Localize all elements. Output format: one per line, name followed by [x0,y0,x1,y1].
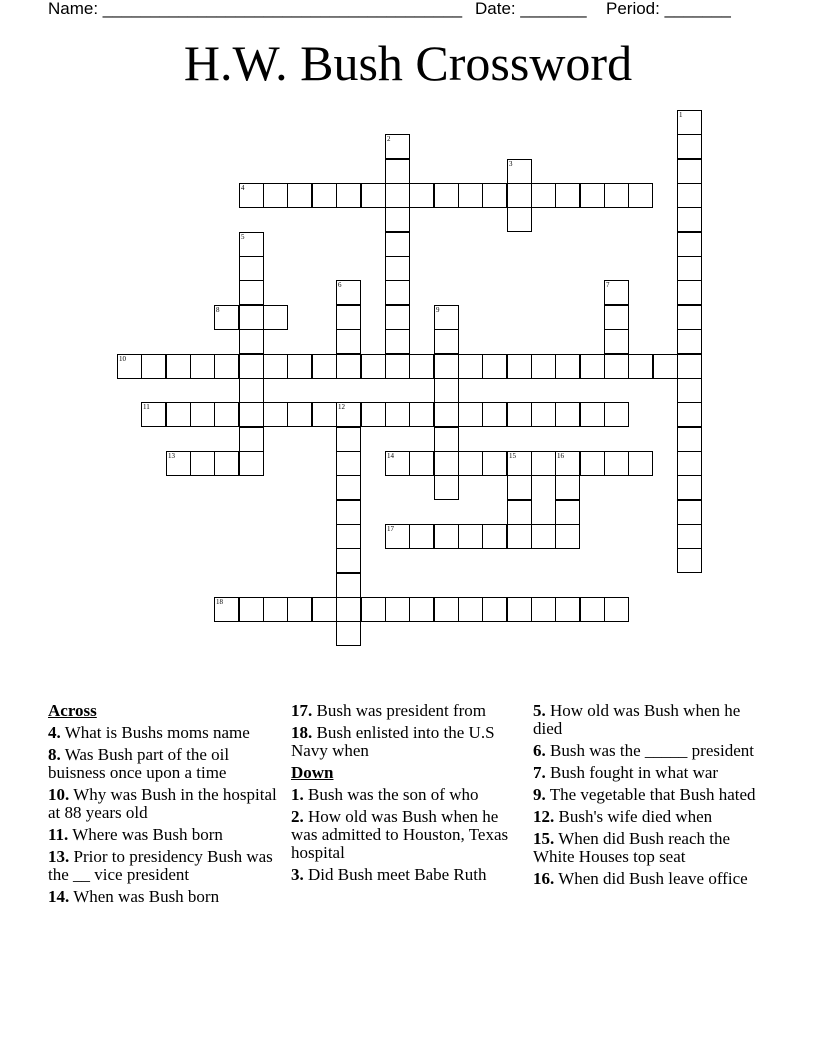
grid-cell[interactable] [555,354,580,379]
grid-cell[interactable] [677,548,702,573]
date-field[interactable]: Date: _______ [475,0,587,18]
clue-down-12: 12. Bush's wife died when [533,807,713,826]
clue-number: 13 [168,452,175,460]
grid-cell[interactable] [434,597,459,622]
clue-number: 9 [436,306,440,314]
grid-cell[interactable] [677,451,702,476]
grid-cell[interactable] [336,500,361,525]
grid-cell[interactable] [434,354,459,379]
grid-cell[interactable] [336,402,361,427]
grid-cell[interactable] [507,475,532,500]
grid-cell[interactable] [604,183,629,208]
grid-cell[interactable] [239,402,264,427]
grid-cell[interactable] [239,354,264,379]
grid-cell[interactable] [434,475,459,500]
clue-number: 12 [338,403,345,411]
clue-number: 15 [509,452,516,460]
grid-cell[interactable] [190,354,215,379]
clue-across-11: 11. Where was Bush born [48,825,223,844]
clue-number: 4 [241,184,245,192]
grid-cell[interactable] [385,232,410,257]
grid-cell[interactable] [214,451,239,476]
grid-cell[interactable] [239,280,264,305]
grid-cell[interactable] [287,183,312,208]
clue-number: 18 [216,598,223,606]
grid-cell[interactable] [263,354,288,379]
grid-cell[interactable] [507,354,532,379]
grid-cell[interactable] [555,597,580,622]
grid-cell[interactable] [531,524,556,549]
grid-cell[interactable] [336,305,361,330]
grid-cell[interactable] [507,159,532,184]
grid-cell[interactable] [385,134,410,159]
grid-cell[interactable] [677,159,702,184]
grid-cell[interactable] [458,183,483,208]
grid-cell[interactable] [604,402,629,427]
clue-down-5: 5. How old was Bush when he died [533,701,741,738]
clue-down-2: 2. How old was Bush when he was admitted to Houston, Texas hospital [291,807,509,862]
grid-cell[interactable] [555,475,580,500]
grid-cell[interactable] [312,597,337,622]
clue-across-4: 4. What is Bushs moms name [48,723,250,742]
grid-cell[interactable] [458,451,483,476]
grid-cell[interactable] [677,427,702,452]
grid-cell[interactable] [385,354,410,379]
grid-cell[interactable] [336,354,361,379]
clue-number: 2 [387,135,391,143]
clue-number: 14 [387,452,394,460]
grid-cell[interactable] [482,183,507,208]
grid-cell[interactable] [385,597,410,622]
clue-number: 17 [387,525,394,533]
grid-cell[interactable] [166,451,191,476]
grid-cell[interactable] [628,354,653,379]
grid-cell[interactable] [287,597,312,622]
grid-cell[interactable] [141,402,166,427]
grid-cell[interactable] [482,354,507,379]
grid-cell[interactable] [385,451,410,476]
grid-cell[interactable] [434,524,459,549]
grid-cell[interactable] [385,207,410,232]
grid-cell[interactable] [507,597,532,622]
grid-cell[interactable] [507,451,532,476]
grid-cell[interactable] [458,402,483,427]
grid-cell[interactable] [385,280,410,305]
grid-cell[interactable] [482,524,507,549]
grid-cell[interactable] [604,597,629,622]
grid-cell[interactable] [434,378,459,403]
grid-cell[interactable] [604,280,629,305]
grid-cell[interactable] [628,451,653,476]
grid-cell[interactable] [312,183,337,208]
down-heading: Down [291,763,334,782]
clues-column-3 [533,702,768,892]
grid-cell[interactable] [482,402,507,427]
grid-cell[interactable] [434,329,459,354]
grid-cell[interactable] [385,524,410,549]
clue-down-6: 6. Bush was the _____ president [533,741,754,760]
grid-cell[interactable] [677,207,702,232]
clue-number: 3 [509,160,513,168]
grid-cell[interactable] [336,548,361,573]
clue-down-9: 9. The vegetable that Bush hated [533,785,756,804]
grid-cell[interactable] [263,183,288,208]
grid-cell[interactable] [239,378,264,403]
grid-cell[interactable] [336,427,361,452]
grid-cell[interactable] [239,427,264,452]
grid-cell[interactable] [434,402,459,427]
grid-cell[interactable] [361,402,386,427]
grid-cell[interactable] [555,451,580,476]
grid-cell[interactable] [604,451,629,476]
grid-cell[interactable] [239,232,264,257]
clues-column-1 [48,702,283,910]
grid-cell[interactable] [287,402,312,427]
clue-across-17: 17. Bush was president from [291,701,487,720]
grid-cell[interactable] [580,183,605,208]
grid-cell[interactable] [336,329,361,354]
grid-cell[interactable] [385,256,410,281]
grid-cell[interactable] [239,183,264,208]
grid-cell[interactable] [677,524,702,549]
grid-cell[interactable] [166,402,191,427]
grid-cell[interactable] [677,232,702,257]
grid-cell[interactable] [677,110,702,135]
grid-cell[interactable] [677,305,702,330]
grid-cell[interactable] [287,354,312,379]
clue-number: 11 [143,403,150,411]
grid-cell[interactable] [166,354,191,379]
grid-cell[interactable] [190,451,215,476]
grid-cell[interactable] [214,354,239,379]
grid-cell[interactable] [214,597,239,622]
grid-cell[interactable] [312,354,337,379]
clue-down-16: 16. When did Bush leave office [533,869,748,888]
clue-number: 7 [606,281,610,289]
grid-cell[interactable] [336,280,361,305]
name-field[interactable]: Name: ______________________________________ [48,0,463,18]
grid-cell[interactable] [239,451,264,476]
grid-cell[interactable] [604,305,629,330]
grid-cell[interactable] [677,134,702,159]
grid-cell[interactable] [361,183,386,208]
grid-cell[interactable] [385,305,410,330]
grid-cell[interactable] [677,378,702,403]
grid-cell[interactable] [531,451,556,476]
grid-cell[interactable] [336,597,361,622]
grid-cell[interactable] [604,329,629,354]
clue-number: 8 [216,306,220,314]
clue-down-15: 15. When did Bush reach the White Houses top seat [533,829,731,866]
grid-cell[interactable] [190,402,215,427]
grid-cell[interactable] [531,402,556,427]
clue-number: 10 [119,355,126,363]
grid-cell[interactable] [677,256,702,281]
grid-cell[interactable] [409,597,434,622]
grid-cell[interactable] [409,524,434,549]
grid-cell[interactable] [434,305,459,330]
clue-across-14: 14. When was Bush born [48,887,220,906]
page-title: H.W. Bush Crossword [183,35,633,91]
grid-cell[interactable] [458,597,483,622]
grid-cell[interactable] [507,207,532,232]
grid-cell[interactable] [385,402,410,427]
grid-cell[interactable] [507,500,532,525]
grid-cell[interactable] [653,354,678,379]
grid-cell[interactable] [239,305,264,330]
grid-cell[interactable] [409,354,434,379]
grid-cell[interactable] [531,183,556,208]
clue-number: 5 [241,233,245,241]
grid-cell[interactable] [555,500,580,525]
grid-cell[interactable] [434,183,459,208]
grid-cell[interactable] [361,597,386,622]
grid-cell[interactable] [263,597,288,622]
grid-cell[interactable] [385,183,410,208]
clue-number: 6 [338,281,342,289]
clue-down-3: 3. Did Bush meet Babe Ruth [291,865,487,884]
grid-cell[interactable] [628,183,653,208]
grid-cell[interactable] [507,402,532,427]
grid-cell[interactable] [677,500,702,525]
grid-cell[interactable] [117,354,142,379]
student-info-header [0,0,816,22]
across-heading: Across [48,701,97,720]
grid-cell[interactable] [604,354,629,379]
grid-cell[interactable] [677,280,702,305]
grid-cell[interactable] [458,524,483,549]
grid-cell[interactable] [263,402,288,427]
grid-cell[interactable] [214,305,239,330]
grid-cell[interactable] [555,524,580,549]
grid-cell[interactable] [677,329,702,354]
grid-cell[interactable] [336,621,361,646]
grid-cell[interactable] [239,329,264,354]
grid-cell[interactable] [336,451,361,476]
grid-cell[interactable] [361,354,386,379]
clue-across-18: 18. Bush enlisted into the U.S Navy when [291,723,495,760]
grid-cell[interactable] [214,402,239,427]
clue-number: 16 [557,452,564,460]
grid-cell[interactable] [531,597,556,622]
period-field[interactable]: Period: _______ [606,0,731,18]
grid-cell[interactable] [580,402,605,427]
grid-cell[interactable] [482,597,507,622]
clue-across-10: 10. Why was Bush in the hospital at 88 years old [48,785,277,822]
grid-cell[interactable] [239,597,264,622]
grid-cell[interactable] [409,451,434,476]
grid-cell[interactable] [409,183,434,208]
grid-cell[interactable] [482,451,507,476]
grid-cell[interactable] [580,451,605,476]
clue-number: 1 [679,111,683,119]
grid-cell[interactable] [336,475,361,500]
grid-cell[interactable] [677,475,702,500]
clue-down-7: 7. Bush fought in what war [533,763,719,782]
grid-cell[interactable] [239,256,264,281]
grid-cell[interactable] [531,354,556,379]
grid-cell[interactable] [507,524,532,549]
grid-cell[interactable] [580,354,605,379]
grid-cell[interactable] [385,329,410,354]
grid-cell[interactable] [434,427,459,452]
clue-down-1: 1. Bush was the son of who [291,785,479,804]
grid-cell[interactable] [141,354,166,379]
grid-cell[interactable] [263,305,288,330]
grid-cell[interactable] [409,402,434,427]
grid-cell[interactable] [677,183,702,208]
grid-cell[interactable] [434,451,459,476]
grid-cell[interactable] [458,354,483,379]
grid-cell[interactable] [312,402,337,427]
clue-across-8: 8. Was Bush part of the oil buisness once upon a time [48,745,230,782]
grid-cell[interactable] [555,183,580,208]
grid-cell[interactable] [677,402,702,427]
grid-cell[interactable] [580,597,605,622]
clue-across-13: 13. Prior to presidency Bush was the __ vice president [48,847,273,884]
grid-cell[interactable] [555,402,580,427]
grid-cell[interactable] [336,524,361,549]
clues-column-2 [291,702,526,888]
grid-cell[interactable] [336,573,361,598]
grid-cell[interactable] [677,354,702,379]
grid-cell[interactable] [336,183,361,208]
grid-cell[interactable] [385,159,410,184]
grid-cell[interactable] [507,183,532,208]
